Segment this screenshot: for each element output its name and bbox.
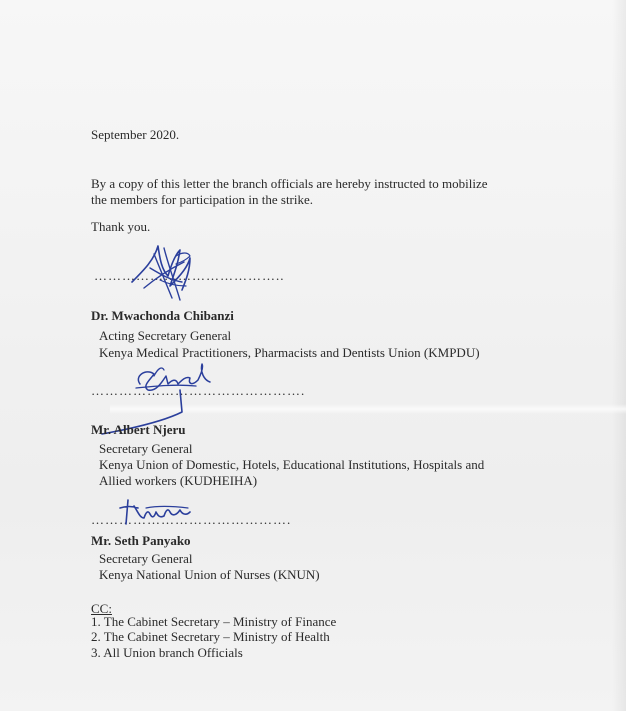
signatory-3-name: Mr. Seth Panyako (91, 533, 191, 548)
signatory-1-title: Acting Secretary General (99, 328, 232, 343)
signature-line-2: ………………………………………. (91, 383, 306, 398)
signature-line-1: ………………………………….. (94, 268, 285, 283)
letter-date: September 2020. (91, 127, 180, 142)
signature-panyako (116, 498, 196, 528)
signatory-2-title: Secretary General (99, 441, 193, 456)
signature-line-3: ……………………………………. (91, 512, 292, 527)
signatory-3-title: Secretary General (99, 551, 193, 566)
signatory-2-name: Mr. Albert Njeru (91, 422, 186, 437)
cc-item-3: 3. All Union branch Officials (91, 645, 243, 660)
signatory-2-org-line-2: Allied workers (KUDHEIHA) (99, 473, 258, 488)
cc-item-1: 1. The Cabinet Secretary – Ministry of Finance (91, 614, 337, 629)
signatory-1-org: Kenya Medical Practitioners, Pharmacists and Dentists Union (KMPDU) (99, 345, 480, 360)
signatory-2-org-line-1: Kenya Union of Domestic, Hotels, Educational Institutions, Hospitals and (99, 457, 485, 472)
signature-chibanzi (124, 240, 214, 310)
body-line-2: the members for participation in the strike. (91, 192, 314, 207)
cc-item-2: 2. The Cabinet Secretary – Ministry of Health (91, 629, 330, 644)
signatory-1-name: Dr. Mwachonda Chibanzi (91, 308, 234, 323)
cc-heading: CC: (91, 601, 112, 616)
signatory-3-org: Kenya National Union of Nurses (KNUN) (99, 567, 320, 582)
page-edge-shadow (612, 0, 626, 711)
body-line-1: By a copy of this letter the branch officials are hereby instructed to mobilize (91, 176, 488, 191)
closing-text: Thank you. (91, 219, 151, 234)
